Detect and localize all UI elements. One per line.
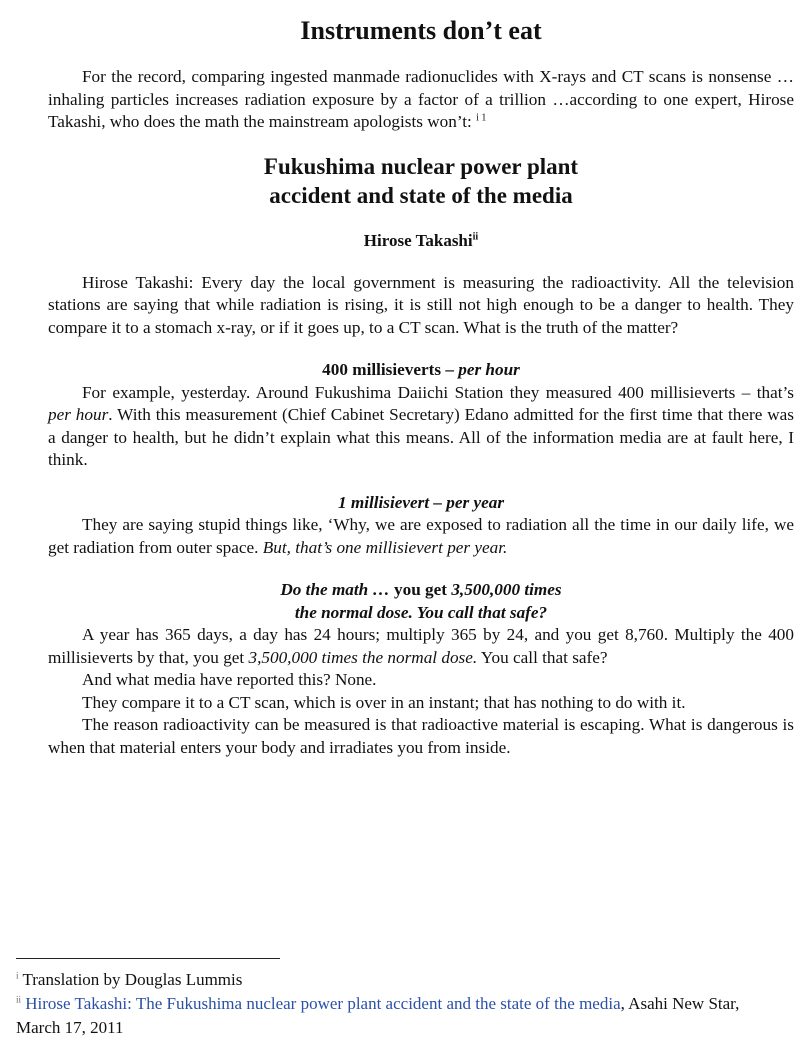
article-title: Fukushima nuclear power plant accident and state of the media [263, 153, 579, 208]
radioactivity-line: The reason radioactivity can be measured is that radioactive material is escaping. What is dangerous is when that material enters your body and irradiates you from inside. [48, 715, 794, 757]
footnotes [16, 968, 786, 1040]
intro-note-markers[interactable]: i 1 [476, 112, 487, 124]
footnote-2-link[interactable]: Hirose Takashi: The Fukushima nuclear power plant accident and the state of the media [25, 994, 621, 1013]
section-math-paragraph: A year has 365 days, a day has 24 hours; multiply 365 by 24, and you get 8,760. Multiply the 400 millisieverts by that, you get 3,500,000 times the normal dose. You call that safe? [48, 625, 794, 667]
section-heading-1-msv: 1 millisievert – per year [337, 492, 505, 512]
footnote-1: $^i$ Translation by Douglas Lummis [16, 970, 243, 989]
author-note-marker[interactable]: ii [472, 230, 479, 242]
page-title: Instruments don’t eat [300, 16, 542, 45]
section-400-paragraph: For example, yesterday. Around Fukushima Daiichi Station they measured 400 millisieverts – that’s per hour. With this measurement (Chief Cabinet Secretary) Edano admitted for the first time that there was a danger to health, but he didn’t explain what this means. All of the information media are at fault here, I think. [48, 382, 794, 469]
footnote-divider [16, 958, 280, 959]
ct-scan-line: They compare it to a CT scan, which is over in an instant; that has nothing to do with it. [82, 692, 686, 712]
page-content [48, 14, 794, 759]
section-heading-math: Do the math … you get 3,500,000 times the normal dose. You call that safe? [280, 580, 562, 622]
intro-paragraph: For the record, comparing ingested manmade radionuclides with X-rays and CT scans is nonsense …inhaling particles increases radiation exposure by a factor of a trillion …according to one expert, Hirose Takashi, who does the math the mainstream apologists won’t: $^{i 1}$ [48, 67, 794, 131]
section-heading-400: 400 millisieverts – per hour [322, 360, 520, 379]
article-author: Hirose Takashi$^{ii}$ [363, 230, 479, 250]
footnote-2: $^{ii}$ Hirose Takashi: The Fukushima nuclear power plant accident and the state of the media, Asahi New Star, March 17, 2011 [16, 994, 740, 1037]
paragraph-1: Hirose Takashi: Every day the local government is measuring the radioactivity. All the television stations are saying that while radiation is rising, it is still not high enough to be a danger to health. They compare it to a stomach x-ray, or if it goes up, to a CT scan. What is the truth of the matter? [48, 272, 794, 337]
section-1-msv-paragraph: They are saying stupid things like, ‘Why, we are exposed to radiation all the time in our daily life, we get radiation from outer space. But, that’s one millisievert per year. [48, 515, 794, 557]
media-reported-line: And what media have reported this? None. [82, 670, 377, 689]
